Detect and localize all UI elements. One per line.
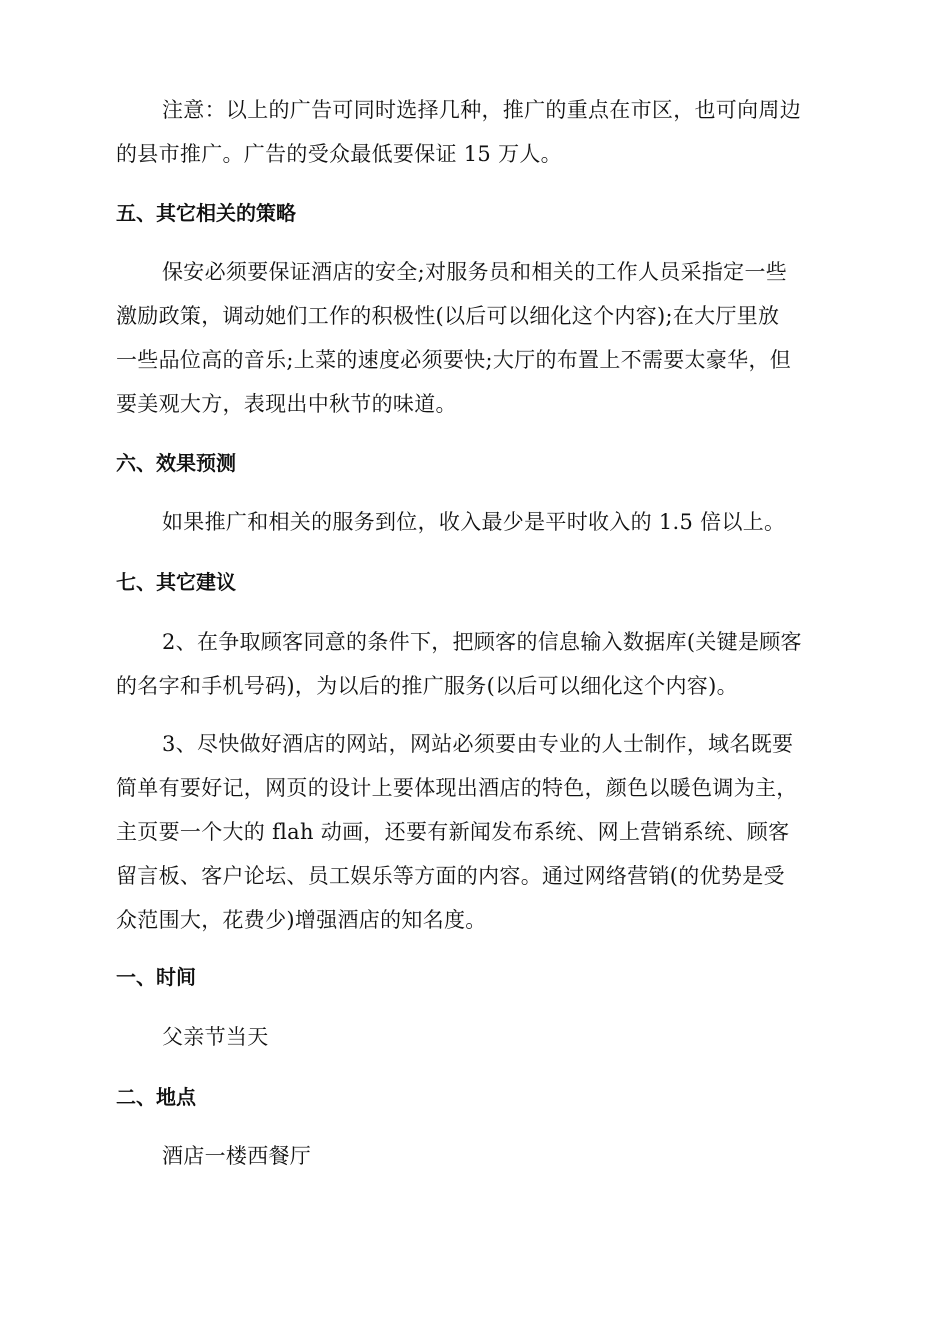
paragraph-suggestion-3 [116,722,836,942]
section-heading-5 [116,198,836,228]
paragraph-strategies [116,250,836,426]
heading-text: 二、地点 [116,1085,196,1109]
heading-text: 一、时间 [116,965,196,989]
text-line: 保安必须要保证酒店的安全;对服务员和相关的工作人员采指定一些 [162,260,788,284]
paragraph-forecast [116,500,836,544]
heading-text: 七、其它建议 [116,570,236,594]
heading-text: 六、效果预测 [116,451,236,475]
section-heading-location [116,1082,836,1112]
text-line: 简单有要好记，网页的设计上要体现出酒店的特色，颜色以暖色调为主， [116,776,798,800]
section-heading-6 [116,448,836,478]
text-line: 一些品位高的音乐;上菜的速度必须要快;大厅的布置上不需要太豪华，但 [116,348,792,372]
text-line: 主页要一个大的 flah 动画，还要有新闻发布系统、网上营销系统、顾客 [116,820,790,844]
text-line: 要美观大方，表现出中秋节的味道。 [116,392,457,416]
text-line: 激励政策，调动她们工作的积极性(以后可以细化这个内容);在大厅里放 [116,304,780,328]
paragraph-ad-note [116,88,836,176]
text-line: 如果推广和相关的服务到位，收入最少是平时收入的 1.5 倍以上。 [162,510,786,534]
text-line: 2、在争取顾客同意的条件下，把顾客的信息输入数据库(关键是顾客 [162,630,802,654]
heading-text: 五、其它相关的策略 [116,201,296,225]
text-line: 的名字和手机号码)，为以后的推广服务(以后可以细化这个内容)。 [116,674,738,698]
section-heading-7 [116,567,836,597]
text-line: 父亲节当天 [162,1025,269,1049]
text-line: 注意：以上的广告可同时选择几种，推广的重点在市区，也可向周边 [162,98,801,122]
text-line: 留言板、客户论坛、员工娱乐等方面的内容。通过网络营销(的优势是受 [116,864,785,888]
text-line: 的县市推广。广告的受众最低要保证 15 万人。 [116,142,562,166]
text-line: 众范围大，花费少)增强酒店的知名度。 [116,908,487,932]
paragraph-suggestion-2 [116,620,836,708]
section-heading-time [116,962,836,992]
text-line: 3、尽快做好酒店的网站，网站必须要由专业的人士制作，域名既要 [162,732,794,756]
text-line: 酒店一楼西餐厅 [162,1144,312,1168]
paragraph-location [116,1134,836,1178]
paragraph-time [116,1015,836,1059]
